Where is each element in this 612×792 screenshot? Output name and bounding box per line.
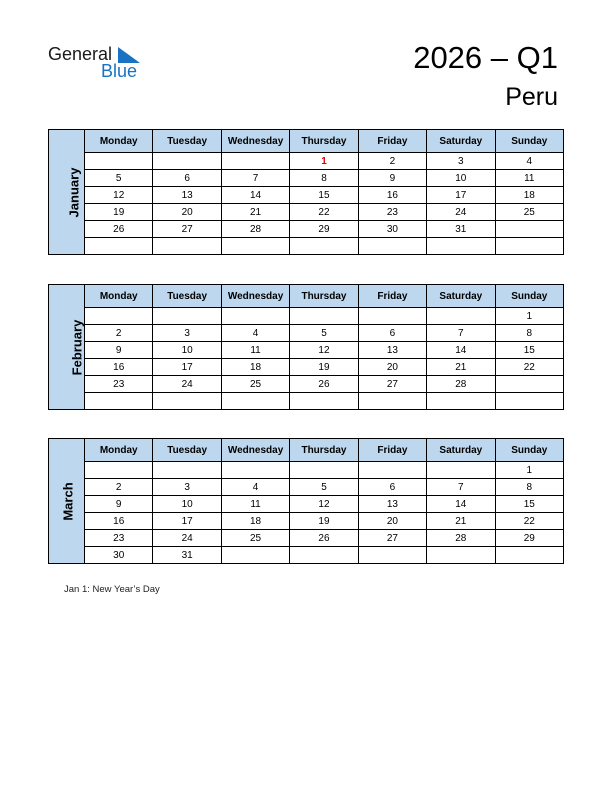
day-cell: 24 (153, 376, 221, 393)
day-cell: 7 (427, 325, 495, 342)
day-cell: 10 (153, 342, 221, 359)
day-cell: 14 (427, 496, 495, 513)
day-cell: 8 (495, 479, 563, 496)
week-row (49, 359, 564, 376)
day-cell (153, 238, 221, 255)
day-cell: 11 (495, 170, 563, 187)
week-row (49, 153, 564, 170)
week-row (49, 170, 564, 187)
day-cell (153, 308, 221, 325)
day-cell: 15 (495, 342, 563, 359)
month-label: February (69, 319, 85, 375)
day-cell: 6 (358, 325, 426, 342)
calendar-february (48, 284, 564, 410)
day-cell: 25 (221, 530, 289, 547)
day-cell: 18 (495, 187, 563, 204)
day-cell: 19 (85, 204, 153, 221)
weekday-header: Tuesday (153, 439, 221, 462)
weekday-header: Monday (85, 439, 153, 462)
day-cell (495, 393, 563, 410)
day-cell (427, 238, 495, 255)
day-cell (358, 393, 426, 410)
day-cell (85, 393, 153, 410)
weekday-header: Tuesday (153, 285, 221, 308)
day-cell: 31 (153, 547, 221, 564)
weekday-header-row (49, 439, 564, 462)
week-row (49, 342, 564, 359)
weekday-header-row (49, 130, 564, 153)
weekday-header: Tuesday (153, 130, 221, 153)
day-cell (495, 238, 563, 255)
day-cell: 22 (290, 204, 358, 221)
day-cell: 4 (221, 325, 289, 342)
day-cell (358, 308, 426, 325)
day-cell: 6 (358, 479, 426, 496)
day-cell: 3 (153, 479, 221, 496)
generalblue-logo (48, 44, 158, 84)
weekday-header: Monday (85, 285, 153, 308)
week-row (49, 221, 564, 238)
weekday-header: Friday (358, 285, 426, 308)
weekday-header: Saturday (427, 439, 495, 462)
day-cell: 27 (153, 221, 221, 238)
weekday-header: Sunday (495, 285, 563, 308)
day-cell: 22 (495, 359, 563, 376)
weekday-header-row (49, 285, 564, 308)
day-cell (85, 462, 153, 479)
day-cell: 10 (427, 170, 495, 187)
weekday-header: Monday (85, 130, 153, 153)
day-cell: 23 (358, 204, 426, 221)
week-row (49, 479, 564, 496)
day-cell: 15 (290, 187, 358, 204)
week-row (49, 325, 564, 342)
day-cell: 16 (85, 359, 153, 376)
holiday-note: Jan 1: New Year’s Day (64, 584, 160, 595)
week-row (49, 513, 564, 530)
week-row (49, 530, 564, 547)
month-label-cell (49, 130, 85, 255)
day-cell: 28 (427, 530, 495, 547)
month-label-cell (49, 285, 85, 410)
calendar-january (48, 129, 564, 255)
weekday-header: Saturday (427, 285, 495, 308)
day-cell: 25 (495, 204, 563, 221)
weekday-header: Sunday (495, 130, 563, 153)
day-cell: 14 (427, 342, 495, 359)
day-cell (427, 462, 495, 479)
week-row (49, 393, 564, 410)
week-row (49, 187, 564, 204)
week-row (49, 547, 564, 564)
month-label: March (60, 481, 76, 521)
day-cell: 27 (358, 530, 426, 547)
week-row (49, 462, 564, 479)
day-cell: 23 (85, 376, 153, 393)
weekday-header: Wednesday (221, 285, 289, 308)
day-cell (153, 462, 221, 479)
day-cell (495, 376, 563, 393)
day-cell (290, 547, 358, 564)
day-cell (221, 238, 289, 255)
page-title: 2026 – Q1 (413, 40, 558, 75)
day-cell (290, 308, 358, 325)
day-cell: 7 (427, 479, 495, 496)
day-cell: 5 (290, 325, 358, 342)
day-cell: 30 (358, 221, 426, 238)
day-cell: 7 (221, 170, 289, 187)
day-cell: 6 (153, 170, 221, 187)
day-cell: 3 (427, 153, 495, 170)
weekday-header: Sunday (495, 439, 563, 462)
weekday-header: Wednesday (221, 439, 289, 462)
day-cell (358, 547, 426, 564)
day-cell: 13 (358, 342, 426, 359)
day-cell: 20 (358, 513, 426, 530)
day-cell (358, 238, 426, 255)
day-cell: 13 (358, 496, 426, 513)
day-cell (290, 238, 358, 255)
day-cell: 18 (221, 359, 289, 376)
week-row (49, 204, 564, 221)
logo-word-blue: Blue (101, 61, 138, 81)
day-cell: 26 (290, 376, 358, 393)
day-cell: 25 (221, 376, 289, 393)
day-cell: 9 (85, 342, 153, 359)
day-cell: 2 (85, 325, 153, 342)
day-cell: 12 (290, 496, 358, 513)
day-cell: 1 (495, 308, 563, 325)
day-cell: 4 (221, 479, 289, 496)
day-cell (85, 308, 153, 325)
day-cell: 28 (427, 376, 495, 393)
day-cell (221, 153, 289, 170)
day-cell (427, 393, 495, 410)
day-cell: 11 (221, 342, 289, 359)
day-cell: 31 (427, 221, 495, 238)
day-cell: 2 (85, 479, 153, 496)
day-cell: 28 (221, 221, 289, 238)
day-cell (221, 547, 289, 564)
day-cell: 5 (290, 479, 358, 496)
day-cell: 9 (358, 170, 426, 187)
day-cell: 16 (85, 513, 153, 530)
day-cell: 14 (221, 187, 289, 204)
day-cell (427, 547, 495, 564)
week-row (49, 238, 564, 255)
day-cell: 16 (358, 187, 426, 204)
day-cell: 8 (290, 170, 358, 187)
day-cell: 19 (290, 359, 358, 376)
day-cell (495, 547, 563, 564)
day-cell: 1 (495, 462, 563, 479)
day-cell: 27 (358, 376, 426, 393)
weekday-header: Saturday (427, 130, 495, 153)
month-label: January (66, 167, 82, 217)
day-cell (290, 393, 358, 410)
day-cell: 20 (153, 204, 221, 221)
day-cell (221, 393, 289, 410)
day-cell (358, 462, 426, 479)
day-cell: 23 (85, 530, 153, 547)
logo-word-general: General (48, 44, 113, 64)
day-cell (495, 221, 563, 238)
day-cell: 30 (85, 547, 153, 564)
day-cell: 12 (85, 187, 153, 204)
day-cell: 5 (85, 170, 153, 187)
day-cell (85, 238, 153, 255)
day-cell: 2 (358, 153, 426, 170)
day-cell: 17 (153, 513, 221, 530)
day-cell: 15 (495, 496, 563, 513)
day-cell: 19 (290, 513, 358, 530)
week-row (49, 308, 564, 325)
day-cell (85, 153, 153, 170)
day-cell: 18 (221, 513, 289, 530)
weekday-header: Thursday (290, 285, 358, 308)
day-cell: 1 (290, 153, 358, 170)
day-cell: 17 (427, 187, 495, 204)
day-cell (153, 393, 221, 410)
day-cell: 4 (495, 153, 563, 170)
week-row (49, 376, 564, 393)
day-cell: 21 (427, 359, 495, 376)
day-cell: 8 (495, 325, 563, 342)
day-cell: 29 (495, 530, 563, 547)
weekday-header: Wednesday (221, 130, 289, 153)
day-cell: 21 (427, 513, 495, 530)
day-cell (221, 308, 289, 325)
day-cell: 9 (85, 496, 153, 513)
day-cell: 24 (153, 530, 221, 547)
day-cell (153, 153, 221, 170)
day-cell: 11 (221, 496, 289, 513)
day-cell: 17 (153, 359, 221, 376)
day-cell: 22 (495, 513, 563, 530)
day-cell (427, 308, 495, 325)
week-row (49, 496, 564, 513)
day-cell: 13 (153, 187, 221, 204)
weekday-header: Friday (358, 439, 426, 462)
day-cell: 20 (358, 359, 426, 376)
day-cell: 3 (153, 325, 221, 342)
weekday-header: Thursday (290, 130, 358, 153)
day-cell: 26 (290, 530, 358, 547)
day-cell (221, 462, 289, 479)
day-cell: 24 (427, 204, 495, 221)
weekday-header: Thursday (290, 439, 358, 462)
month-label-cell (49, 439, 85, 564)
day-cell (290, 462, 358, 479)
day-cell: 10 (153, 496, 221, 513)
calendar-march (48, 438, 564, 564)
country-name: Peru (505, 83, 558, 111)
day-cell: 21 (221, 204, 289, 221)
day-cell: 12 (290, 342, 358, 359)
weekday-header: Friday (358, 130, 426, 153)
day-cell: 26 (85, 221, 153, 238)
day-cell: 29 (290, 221, 358, 238)
